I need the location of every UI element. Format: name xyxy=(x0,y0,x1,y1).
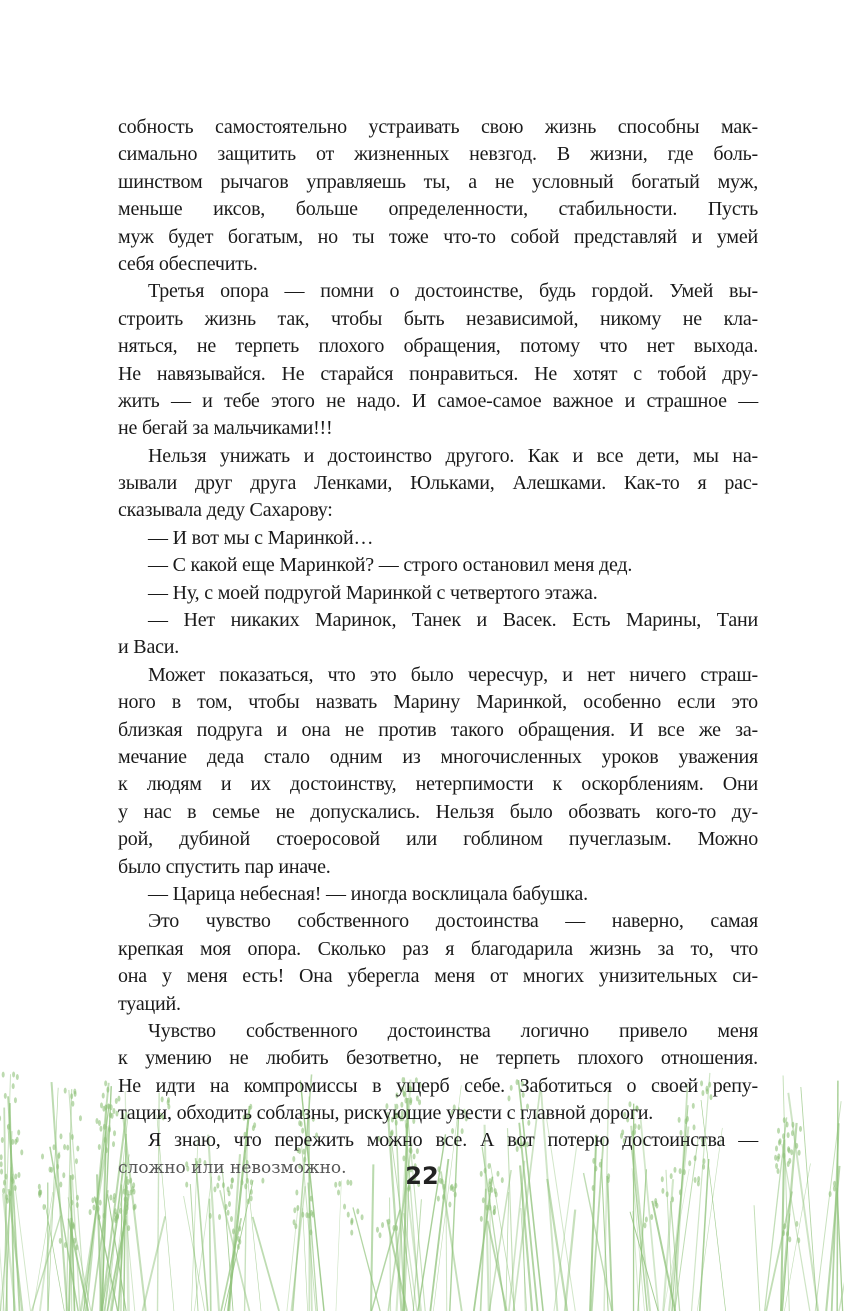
grass-seed xyxy=(64,1088,67,1094)
grass-seed xyxy=(109,1195,112,1201)
grass-seed xyxy=(782,1230,785,1236)
grass-seed xyxy=(17,1130,20,1136)
text-line: она у меня есть! Она уберегла меня от многих унизительных си- xyxy=(118,965,758,988)
grass-blade xyxy=(565,1210,575,1311)
grass-seed xyxy=(666,1191,669,1197)
text-line: няться, не терпеть плохого обращения, потому что нет выхода. xyxy=(118,335,758,358)
grass-seed xyxy=(376,1227,379,1233)
grass-seed xyxy=(12,1083,15,1089)
grass-seed xyxy=(104,1080,107,1086)
grass-blade xyxy=(253,1217,279,1311)
grass-seed xyxy=(95,1197,98,1203)
text-line: — С какой еще Маринкой? — строго остановил меня дед. xyxy=(148,554,633,577)
grass-seed xyxy=(14,1139,17,1145)
grass-blade xyxy=(766,1191,792,1311)
grass-seed xyxy=(63,1144,66,1150)
paragraph xyxy=(118,525,758,552)
paragraph xyxy=(118,881,758,908)
grass-seed xyxy=(294,1223,297,1229)
grass-seed xyxy=(59,1133,62,1139)
text-line: сложно или невозможно. xyxy=(118,1157,347,1178)
text-line: — Ну, с моей подругой Маринкой с четвертого этажа. xyxy=(148,581,598,604)
text-line: не бегай за мальчиками!!! xyxy=(118,417,333,440)
paragraph xyxy=(118,662,758,881)
grass-seed xyxy=(227,1210,230,1216)
grass-seed xyxy=(493,1209,496,1215)
grass-seed xyxy=(53,1144,56,1150)
grass-seed xyxy=(482,1197,485,1203)
grass-seed xyxy=(99,1200,102,1206)
grass-blade xyxy=(446,1181,447,1311)
grass-seed xyxy=(437,1196,440,1202)
grass-seed xyxy=(218,1214,221,1220)
grass-seed xyxy=(392,1225,395,1231)
grass-seed xyxy=(91,1197,94,1203)
grass-seed xyxy=(112,1141,115,1147)
text-line: крепкая моя опора. Сколько раз я благодарила жизнь за то, что xyxy=(118,937,758,960)
grass-seed xyxy=(798,1150,801,1156)
grass-seed xyxy=(114,1208,117,1214)
grass-seed xyxy=(775,1145,778,1151)
grass-seed xyxy=(0,1115,1,1121)
grass-blade xyxy=(124,1199,134,1311)
grass-seed xyxy=(66,1145,69,1151)
grass-seed xyxy=(777,1128,780,1134)
text-line: Третья опора — помни о достоинстве, будь гордой. Умей вы- xyxy=(148,280,758,303)
grass-seed xyxy=(250,1195,253,1201)
text-line: строить жизнь так, чтобы быть независимой, никому не кла- xyxy=(118,307,758,330)
text-line: муж будет богатым, но ты тоже что-то собой представляй и умей xyxy=(118,225,758,248)
grass-seed xyxy=(4,1093,7,1099)
grass-seed xyxy=(643,1222,646,1228)
grass-seed xyxy=(799,1126,802,1132)
grass-seed xyxy=(381,1222,384,1228)
grass-seed xyxy=(786,1122,789,1128)
grass-seed xyxy=(337,1189,340,1195)
grass-seed xyxy=(350,1230,353,1236)
text-line: к людям и их достоинству, нетерпимости к оскорблениям. Они xyxy=(118,773,758,796)
text-line: мечание деда стало одним из многочисленных уроков уважения xyxy=(118,745,758,768)
grass-blade xyxy=(190,1184,198,1311)
text-line: рой, дубиной стоеросовой или гоблином пучеглазым. Можно xyxy=(118,828,758,851)
paragraph xyxy=(118,607,758,662)
grass-seed xyxy=(59,1238,62,1244)
grass-seed xyxy=(247,1198,250,1204)
grass-seed xyxy=(788,1236,791,1242)
grass-seed xyxy=(102,1093,105,1099)
grass-seed xyxy=(125,1209,128,1215)
grass-seed xyxy=(99,1126,102,1132)
grass-seed xyxy=(115,1216,118,1222)
text-line: — Царица небесная! — иногда восклицала бабушка. xyxy=(148,882,588,905)
paragraph xyxy=(118,552,758,579)
grass-seed xyxy=(343,1204,346,1210)
text-line: — Нет никаких Маринок, Танек и Васек. Есть Марины, Тани xyxy=(148,609,758,632)
grass-seed xyxy=(74,1091,77,1097)
grass-seed xyxy=(774,1155,777,1161)
grass-blade xyxy=(143,1216,166,1311)
grass-seed xyxy=(70,1093,73,1099)
text-line: было спустить пар иначе. xyxy=(118,855,331,878)
grass-seed xyxy=(361,1214,364,1220)
text-line: Я знаю, что пережить можно все. А вот потерю достоинства — xyxy=(148,1129,758,1152)
text-line: тации, обходить соблазны, рискующие увести с главной дороги. xyxy=(118,1102,654,1125)
grass-seed xyxy=(119,1208,122,1214)
grass-seed xyxy=(230,1216,233,1222)
text-line: Не идти на компромиссы в ущерб себе. Заботиться о своей репу- xyxy=(118,1074,758,1097)
text-line: Не навязывайся. Не старайся понравиться. Не хотят с тобой дру- xyxy=(118,362,758,385)
grass-seed xyxy=(41,1154,44,1160)
grass-seed xyxy=(788,1147,791,1153)
grass-seed xyxy=(378,1232,381,1238)
grass-seed xyxy=(448,1202,451,1208)
grass-seed xyxy=(829,1191,832,1197)
grass-seed xyxy=(347,1212,350,1218)
text-line: Это чувство собственного достоинства — наверно, самая xyxy=(148,910,758,933)
grass-seed xyxy=(6,1198,9,1204)
grass-seed xyxy=(64,1242,67,1248)
grass-seed xyxy=(38,1192,41,1198)
text-line: у нас в семье не допускались. Нельзя было обозвать кого-то ду- xyxy=(118,800,758,823)
grass-seed xyxy=(797,1237,800,1243)
grass-seed xyxy=(225,1204,228,1210)
paragraph xyxy=(118,443,758,525)
grass-seed xyxy=(795,1221,798,1227)
grass-blade xyxy=(336,1180,341,1311)
paragraph xyxy=(118,580,758,607)
grass-seed xyxy=(104,1104,107,1110)
grass-seed xyxy=(442,1194,445,1200)
grass-seed xyxy=(795,1143,798,1149)
text-line: туаций. xyxy=(118,992,181,1015)
grass-seed xyxy=(228,1201,231,1207)
grass-seed xyxy=(20,1149,23,1155)
grass-seed xyxy=(790,1149,793,1155)
text-line: себя обеспечить. xyxy=(118,252,258,275)
paragraph xyxy=(118,908,758,1018)
paragraph xyxy=(118,278,758,442)
text-line: зывали друг друга Ленками, Юльками, Алешками. Как-то я рас- xyxy=(118,472,758,495)
grass-seed xyxy=(791,1122,794,1128)
grass-seed xyxy=(76,1146,79,1152)
grass-seed xyxy=(293,1207,296,1213)
page-number: 22 xyxy=(405,1162,439,1190)
text-line: Чувство собственного достоинства логично привело меня xyxy=(148,1019,758,1042)
grass-seed xyxy=(112,1108,115,1114)
grass-seed xyxy=(485,1205,488,1211)
text-line: симально защитить от жизненных невзгод. В жизни, где боль- xyxy=(118,143,758,166)
grass-seed xyxy=(786,1231,789,1237)
grass-seed xyxy=(12,1071,15,1077)
grass-seed xyxy=(11,1139,14,1145)
text-line: шинством рычагов управляешь ты, а не условный богатый муж, xyxy=(118,170,758,193)
grass-seed xyxy=(95,1118,98,1124)
grass-seed xyxy=(356,1208,359,1214)
text-line: ного в том, чтобы назвать Марину Маринкой, особенно если это xyxy=(118,691,758,714)
grass-seed xyxy=(106,1087,109,1093)
grass-seed xyxy=(71,1101,74,1107)
text-line: и Васи. xyxy=(118,636,180,659)
grass-seed xyxy=(89,1209,92,1215)
grass-seed xyxy=(350,1218,353,1224)
grass-seed xyxy=(73,1238,76,1244)
text-line: собность самостоятельно устраивать свою жизнь способны мак- xyxy=(118,116,758,138)
text-line: Может показаться, что это было чересчур, и нет ничего страш- xyxy=(148,663,758,686)
grass-blade xyxy=(303,1208,308,1311)
grass-seed xyxy=(108,1126,111,1132)
grass-seed xyxy=(16,1074,19,1080)
grass-seed xyxy=(14,1097,17,1103)
grass-seed xyxy=(650,1214,653,1220)
text-line: жить — и тебе этого не надо. И самое-самое важное и страшное — xyxy=(118,389,758,412)
text-line: Нельзя унижать и достоинство другого. Как и все дети, мы на- xyxy=(148,444,758,467)
grass-seed xyxy=(113,1130,116,1136)
grass-blade xyxy=(48,1088,58,1311)
text-line: меньше иксов, больше определенности, стабильности. Пусть xyxy=(118,198,758,221)
grass-seed xyxy=(111,1113,114,1119)
grass-seed xyxy=(395,1225,398,1231)
grass-seed xyxy=(209,1213,212,1219)
grass-seed xyxy=(228,1190,231,1196)
grass-seed xyxy=(654,1198,657,1204)
grass-seed xyxy=(0,1154,3,1160)
text-line: сказывала деду Сахарову: xyxy=(118,499,333,522)
grass-seed xyxy=(127,1225,130,1231)
text-line: близкая подруга и она не против такого обращения. И все же за- xyxy=(118,718,758,741)
grass-seed xyxy=(787,1132,790,1138)
grass-seed xyxy=(778,1140,781,1146)
page-body-text xyxy=(118,114,758,1182)
grass-seed xyxy=(107,1103,110,1109)
grass-seed xyxy=(98,1144,101,1150)
grass-seed xyxy=(387,1219,390,1225)
grass-seed xyxy=(645,1216,648,1222)
grass-seed xyxy=(295,1190,298,1196)
text-line: — И вот мы с Маринкой… xyxy=(148,526,374,549)
grass-blade xyxy=(754,1205,760,1311)
grass-seed xyxy=(1,1137,4,1143)
grass-seed xyxy=(791,1130,794,1136)
grass-seed xyxy=(2,1072,5,1078)
grass-seed xyxy=(92,1204,95,1210)
paragraph xyxy=(118,1018,758,1128)
grass-seed xyxy=(480,1216,483,1222)
paragraph xyxy=(118,114,758,278)
grass-seed xyxy=(110,1104,113,1110)
text-line: к умению не любить безответно, не терпеть плохого отношения. xyxy=(118,1047,758,1070)
grass-seed xyxy=(79,1115,82,1121)
grass-seed xyxy=(495,1192,498,1198)
grass-blade xyxy=(506,1192,509,1311)
grass-seed xyxy=(238,1226,241,1232)
grass-seed xyxy=(783,1223,786,1229)
